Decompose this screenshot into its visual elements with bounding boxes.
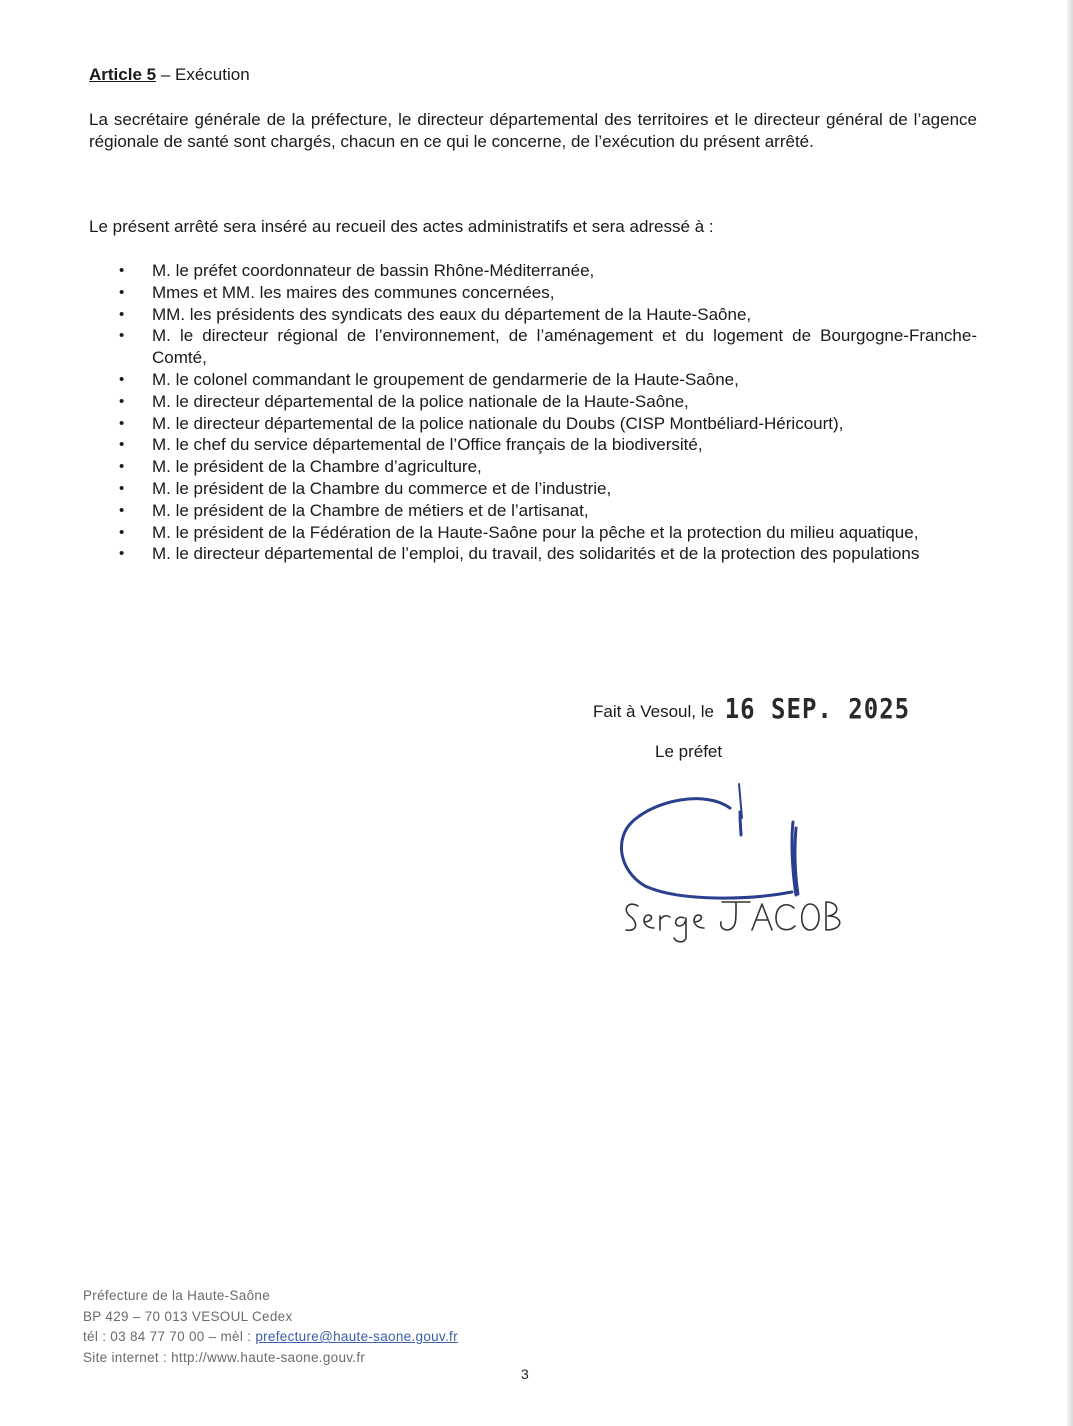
recipient-text: M. le directeur départemental de la police nationale du Doubs (CISP Montbéliard-Héricourt),: [152, 413, 844, 433]
recipient-item: [89, 282, 977, 304]
signatory-title: Le préfet: [655, 742, 723, 761]
recipient-item: [89, 456, 977, 478]
recipient-item: [89, 500, 977, 522]
bullet-icon: •: [119, 305, 125, 323]
recipient-item: [89, 391, 977, 413]
recipient-text: M. le président de la Chambre de métiers et de l’artisanat,: [152, 500, 589, 520]
recipient-text: M. le préfet coordonnateur de bassin Rhône-Méditerranée,: [152, 261, 595, 280]
bullet-icon: •: [119, 370, 125, 388]
footer-website: Site internet : http://www.haute-saone.gouv.fr: [83, 1349, 366, 1365]
date-stamp: 16 SEP. 2025: [724, 692, 911, 726]
footer-contact: [83, 1327, 458, 1348]
recipient-item: [89, 304, 977, 326]
recipient-text: M. le colonel commandant le groupement de gendarmerie de la Haute-Saône,: [152, 369, 739, 389]
page-number: 3: [521, 1366, 529, 1382]
recipient-item: [89, 478, 977, 500]
footer-email-link[interactable]: prefecture@haute-saone.gouv.fr: [255, 1329, 458, 1344]
recipient-item: [89, 369, 977, 391]
bullet-icon: •: [119, 458, 125, 476]
bullet-icon: •: [119, 262, 125, 279]
bullet-icon: •: [119, 392, 125, 410]
footer-phone: tél : 03 84 77 70 00 – mèl :: [83, 1329, 256, 1344]
recipient-text: M. le directeur départemental de l’emploi, du travail, des solidarités et de la protection des populations: [152, 544, 920, 564]
recipient-item: [89, 260, 977, 282]
recipient-text: MM. les présidents des syndicats des eaux du département de la Haute-Saône,: [152, 304, 752, 324]
bullet-icon: •: [119, 479, 125, 497]
handwritten-signature: [600, 770, 860, 960]
bullet-icon: •: [119, 501, 125, 519]
bullet-icon: •: [119, 545, 125, 563]
recipient-item: [89, 413, 977, 435]
recipient-text: M. le président de la Fédération de la Haute-Saône pour la pêche et la protection du milieu aquatique,: [152, 522, 919, 542]
publication-paragraph: Le présent arrêté sera inséré au recueil des actes administratifs et sera adressé à :: [89, 217, 714, 236]
execution-paragraph: La secrétaire générale de la préfecture, le directeur départemental des territoires et le directeur général de l’agence régionale de santé sont chargés, chacun en ce qui le concerne, de l’exécution du présent arrêté.: [89, 110, 977, 151]
article-label: Article 5: [89, 65, 157, 84]
place-text: Fait à Vesoul, le: [593, 702, 714, 721]
recipient-item: [89, 325, 977, 369]
recipient-text: M. le chef du service départemental de l’Office français de la biodiversité,: [152, 435, 703, 455]
recipient-text: M. le directeur départemental de la police nationale de la Haute-Saône,: [152, 391, 689, 411]
footer-prefecture: Préfecture de la Haute-Saône: [83, 1288, 271, 1303]
footer-address: BP 429 – 70 013 VESOUL Cedex: [83, 1308, 293, 1324]
bullet-icon: •: [119, 414, 125, 432]
recipient-text: Mmes et MM. les maires des communes concernées,: [152, 282, 555, 302]
recipient-text: M. le président de la Chambre du commerce et de l’industrie,: [152, 478, 612, 498]
bullet-icon: •: [119, 327, 125, 345]
recipient-text: M. le directeur régional de l’environnement, de l’aménagement et du logement de Bourgogne-Franche-Comté,: [152, 326, 977, 368]
article-heading: [89, 64, 250, 86]
recipient-item: [89, 522, 977, 544]
recipient-list: [89, 260, 977, 565]
bullet-icon: •: [119, 523, 125, 541]
page-edge-shadow: [1067, 0, 1073, 1426]
signer-name: Serge JACOB: [622, 956, 629, 957]
footer: [83, 1286, 458, 1368]
recipient-item: [89, 434, 977, 456]
article-title: Exécution: [175, 65, 250, 84]
recipient-text: M. le président de la Chambre d’agriculture,: [152, 457, 482, 477]
place-date: [593, 692, 911, 726]
bullet-icon: •: [119, 436, 125, 454]
recipient-item: [89, 543, 977, 565]
article-separator: –: [156, 65, 175, 84]
bullet-icon: •: [119, 283, 125, 301]
